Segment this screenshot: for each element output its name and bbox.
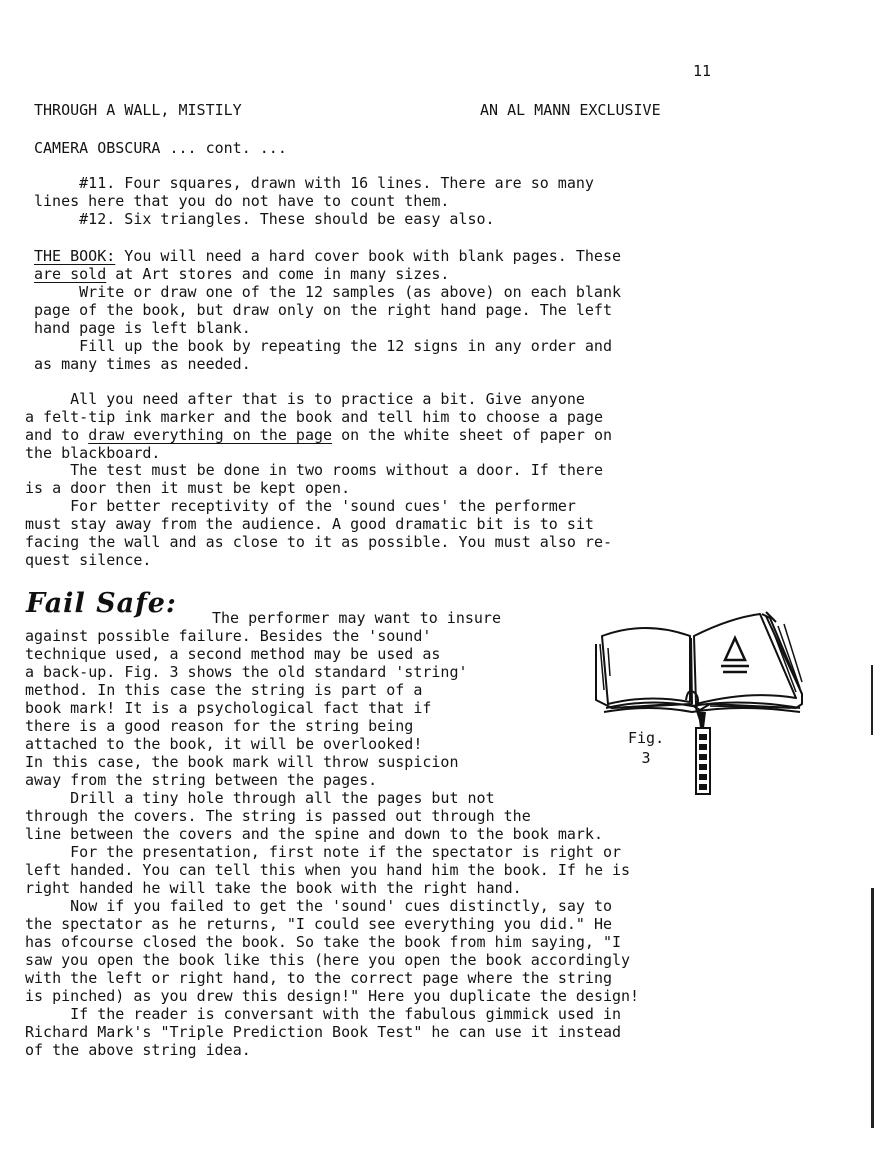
text-line: right handed he will take the book with the right hand. bbox=[25, 879, 522, 897]
underlined-text: are sold bbox=[34, 265, 107, 283]
text-line: #11. Four squares, drawn with 16 lines. There are so many bbox=[34, 174, 594, 192]
text-line: away from the string between the pages. bbox=[25, 771, 378, 789]
the-book-heading: THE BOOK: bbox=[34, 247, 116, 265]
text-line: Richard Mark's "Triple Prediction Book Test" he can use it instead bbox=[25, 1023, 622, 1041]
text-line: as many times as needed. bbox=[34, 355, 251, 373]
underlined-text: draw everything on the page bbox=[88, 426, 333, 444]
text-line: hand page is left blank. bbox=[34, 319, 251, 337]
text-line: page of the book, but draw only on the right hand page. The left bbox=[34, 301, 612, 319]
left-page bbox=[602, 628, 690, 704]
text-line: For the presentation, first note if the spectator is right or bbox=[25, 843, 622, 861]
text-line: attached to the book, it will be overlooked! bbox=[25, 735, 423, 753]
text-line: facing the wall and as close to it as possible. You must also re- bbox=[25, 533, 612, 551]
bookmark-icon bbox=[696, 712, 710, 794]
text-line: a back-up. Fig. 3 shows the old standard 'string' bbox=[25, 663, 468, 681]
text-line: there is a good reason for the string being bbox=[25, 717, 414, 735]
text-segment: You will need a hard cover book with blank pages. These bbox=[115, 247, 622, 265]
figure-label-text: Fig. bbox=[628, 729, 665, 747]
section-title: CAMERA OBSCURA ... cont. ... bbox=[34, 139, 287, 157]
figure-number: 3 bbox=[641, 749, 651, 767]
text-segment: on the white sheet of paper on bbox=[332, 426, 613, 444]
scan-edge-mark bbox=[871, 888, 874, 1128]
text-line: the blackboard. bbox=[25, 444, 161, 462]
scan-edge-mark bbox=[871, 665, 873, 735]
text-line: Write or draw one of the 12 samples (as above) on each blank bbox=[34, 283, 621, 301]
text-line: The performer may want to insure bbox=[212, 609, 501, 627]
text-line: is pinched) as you drew this design!" Here you duplicate the design! bbox=[25, 987, 640, 1005]
text-line: All you need after that is to practice a bit. Give anyone bbox=[25, 390, 585, 408]
text-line: the spectator as he returns, "I could see everything you did." He bbox=[25, 915, 612, 933]
text-line: must stay away from the audience. A good dramatic bit is to sit bbox=[25, 515, 594, 533]
text-line: lines here that you do not have to count them. bbox=[34, 192, 450, 210]
book-illustration bbox=[590, 608, 805, 803]
text-line: has ofcourse closed the book. So take the book from him saying, "I bbox=[25, 933, 622, 951]
text-line: through the covers. The string is passed out through the bbox=[25, 807, 531, 825]
text-line: is a door then it must be kept open. bbox=[25, 479, 351, 497]
header-right: AN AL MANN EXCLUSIVE bbox=[480, 101, 661, 119]
text-line: quest silence. bbox=[25, 551, 152, 569]
text-line: a felt-tip ink marker and the book and tell him to choose a page bbox=[25, 408, 603, 426]
text-line: line between the covers and the spine and down to the book mark. bbox=[25, 825, 603, 843]
text-line: with the left or right hand, to the correct page where the string bbox=[25, 969, 612, 987]
text-line: For better receptivity of the 'sound cues' the performer bbox=[25, 497, 576, 515]
text-line: The test must be done in two rooms without a door. If there bbox=[25, 461, 603, 479]
text-line: In this case, the book mark will throw suspicion bbox=[25, 753, 459, 771]
header-left: THROUGH A WALL, MISTILY bbox=[34, 101, 242, 119]
text-line: of the above string idea. bbox=[25, 1041, 251, 1059]
fail-safe-title: Fail Safe: bbox=[26, 588, 177, 619]
text-line: If the reader is conversant with the fabulous gimmick used in bbox=[25, 1005, 622, 1023]
text-line: book mark! It is a psychological fact that if bbox=[25, 699, 432, 717]
text-line: technique used, a second method may be used as bbox=[25, 645, 441, 663]
text-line: Now if you failed to get the 'sound' cues distinctly, say to bbox=[25, 897, 612, 915]
page-number: 11 bbox=[693, 62, 712, 80]
text-segment: at Art stores and come in many sizes. bbox=[106, 265, 450, 283]
text-line: method. In this case the string is part of a bbox=[25, 681, 423, 699]
text-line: Fill up the book by repeating the 12 signs in any order and bbox=[34, 337, 612, 355]
text-line: saw you open the book like this (here you open the book accordingly bbox=[25, 951, 631, 969]
text-segment: and to bbox=[25, 426, 89, 444]
text-line: left handed. You can tell this when you hand him the book. If he is bbox=[25, 861, 631, 879]
text-line bbox=[34, 265, 449, 283]
figure-label bbox=[628, 728, 664, 768]
text-line: Drill a tiny hole through all the pages but not bbox=[25, 789, 495, 807]
text-line bbox=[25, 426, 612, 444]
text-line: against possible failure. Besides the 'sound' bbox=[25, 627, 432, 645]
text-line: #12. Six triangles. These should be easy also. bbox=[34, 210, 495, 228]
text-line bbox=[34, 247, 621, 265]
